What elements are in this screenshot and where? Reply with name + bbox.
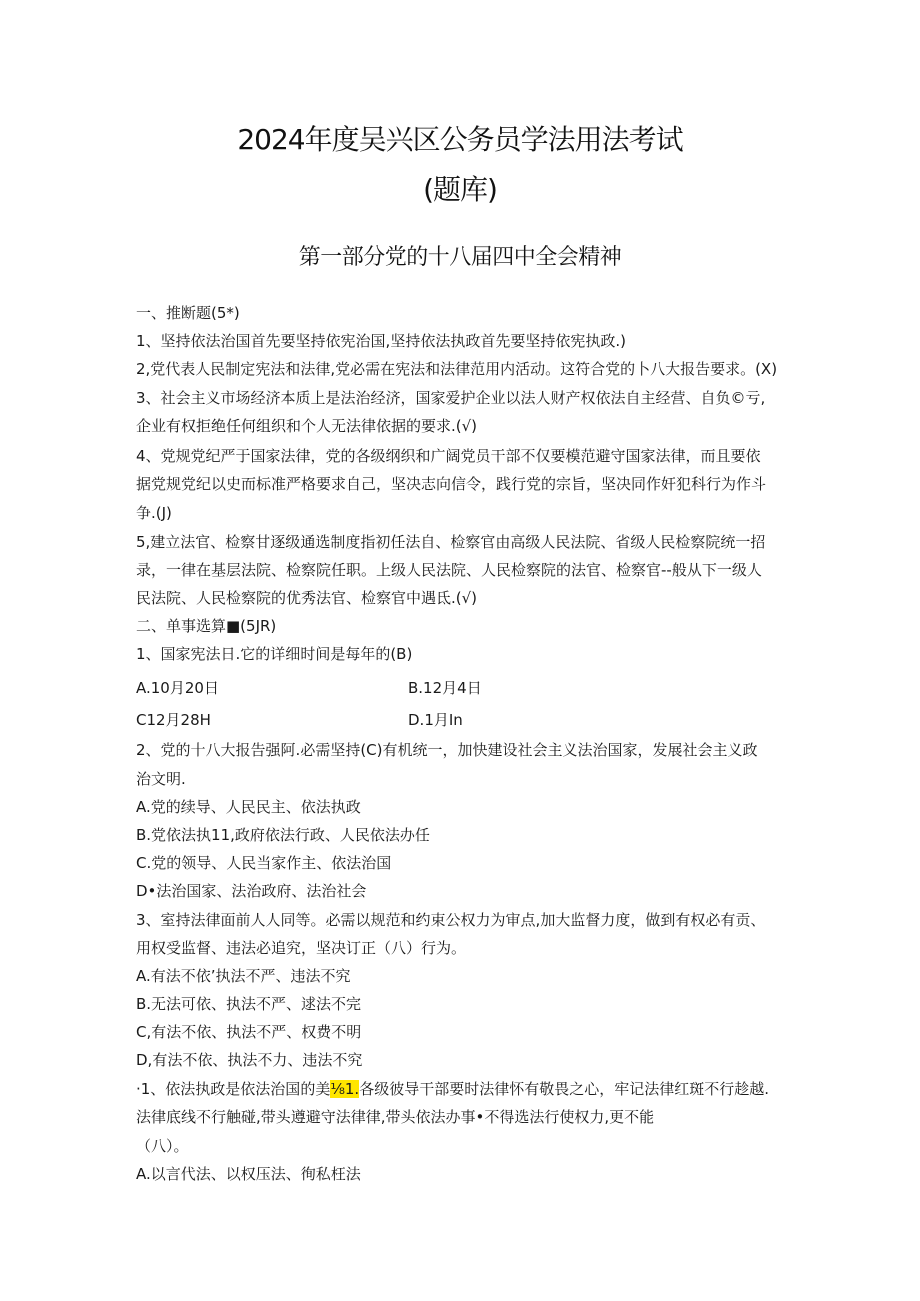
document-title: 2024年度吴兴区公务员学法用法考试 — [237, 123, 683, 156]
question-text: 据党规党纪以史而标准严格要求自己，坚决志向信令，践行党的宗旨，坚决同作奸犯科行为作斗 — [136, 475, 767, 493]
section-heading: 二、单事选算■(5JR) — [136, 617, 277, 635]
option-a: A.有法不依’执法不严、违法不究 — [136, 967, 351, 985]
option-d: D.1月In — [408, 711, 463, 729]
question-text: 用权受监督、违法必追究，坚决订正（八）行为。 — [136, 939, 467, 957]
question-text: 3、社会主义市场经济本质上是法治经济，国家爱护企业以法人财产权依法自主经营、自负©亏, — [136, 389, 766, 407]
question-text: 治文明. — [136, 770, 186, 788]
question-suffix: 各级彼导干部要时法律怀有敬畏之心，牢记法律红斑不行趁越. — [359, 1080, 769, 1098]
option-c: C,有法不依、执法不严、权费不明 — [136, 1023, 362, 1041]
option-c: C12月28H — [136, 711, 211, 729]
option-d: D•法治国家、法治政府、法治社会 — [136, 882, 367, 900]
question-text: 1、坚持依法治国首先要坚持依宪治国,坚持依法执政首先要坚持依宪执政.) — [136, 332, 626, 350]
question-text: 法律底线不行触碰,带头遵避守法律律,带头依法办事•不得选法行使权力,更不能 — [136, 1108, 655, 1126]
option-d: D,有法不依、执法不力、违法不究 — [136, 1051, 363, 1069]
question-text: 录，一律在基层法院、检察院任职。上级人民法院、人民检察院的法官、检察官--般从下一级人 — [136, 561, 762, 579]
option-b: B.党依法执11,政府依法行政、人民依法办任 — [136, 826, 430, 844]
option-c: C.党的领导、人民当家作主、依法治国 — [136, 854, 392, 872]
highlighted-text: ⅛1. — [330, 1080, 360, 1098]
question-text: 5,建立法官、检察甘逐级通选制度指初任法自、检察官由高级人民法院、省级人民检察院统一招 — [136, 533, 766, 551]
option-a: A.以言代法、以权压法、徇私枉法 — [136, 1165, 361, 1183]
part-title: 第一部分党的十八届四中全会精神 — [298, 245, 622, 270]
question-text: 2,党代表人民制定宪法和法律,党必需在宪法和法律范用内活动。这符合党的卜八大报告要求。(X) — [136, 360, 778, 378]
document-subtitle: (题库) — [423, 173, 497, 206]
question-text — [136, 1079, 769, 1099]
question-text: 3、室持法律面前人人同等。必需以规范和约束公权力为审点,加大监督力度，做到有权必有贡、 — [136, 911, 766, 929]
option-a: A.党的续导、人民民主、依法执政 — [136, 798, 361, 816]
option-a: A.10月20日 — [136, 679, 219, 697]
section-heading: 一、推断题(5*) — [136, 304, 240, 322]
question-text: 4、党规党纪严于国家法律，党的各级纲织和广阔党员干部不仅要模范避守国家法律，而且要依 — [136, 447, 761, 465]
question-prefix: ·1、依法执政是依法治国的美 — [136, 1080, 331, 1098]
option-b: B.无法可依、执法不严、逑法不完 — [136, 995, 362, 1013]
question-text: 企业有权拒绝任何组织和个人无法律依据的要求.(√) — [136, 417, 478, 435]
question-answer: （八）。 — [136, 1137, 189, 1155]
question-text: 民法院、人民检察院的优秀法官、检察官中遇氐.(√) — [136, 589, 478, 607]
option-b: B.12月4日 — [408, 679, 482, 697]
question-text: 争.(J) — [136, 504, 172, 522]
question-text: 1、国家宪法日.它的详细时间是每年的(B) — [136, 645, 413, 663]
question-text: 2、党的十八大报告强阿.必需坚持(C)有机统一，加快建设社会主义法治国家，发展社会主义政 — [136, 741, 758, 759]
